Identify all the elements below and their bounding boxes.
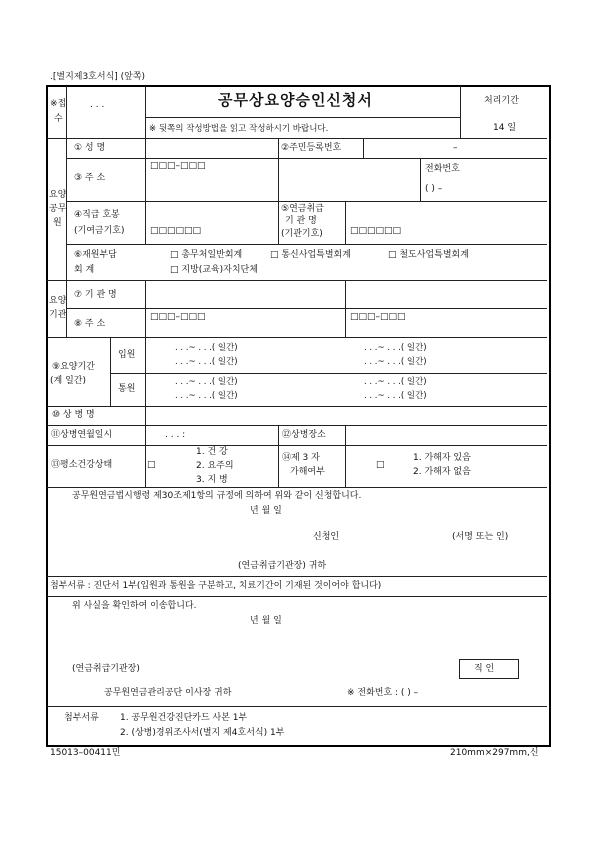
agency-code-field[interactable]: □□□□□□: [350, 226, 402, 236]
outpatient-range-2[interactable]: . . .~ . . .( 일간): [175, 391, 238, 401]
third-party-option-1: 1. 가해자 있음: [413, 453, 471, 463]
institution-section-label-2: 기관: [49, 310, 67, 320]
confirmation-phone[interactable]: ※ 전화번호 : ( ) –: [347, 688, 419, 698]
outpatient-range-3[interactable]: . . .~ . . .( 일간): [364, 377, 427, 387]
agency-label-2: 기 관 명: [285, 216, 317, 226]
agency-label-3: (기관기호): [281, 229, 323, 239]
third-party-label-2: 가해여부: [290, 467, 325, 477]
occurrence-date-field[interactable]: . . . :: [165, 430, 186, 440]
rrn-label: ②주민등록번호: [281, 143, 342, 153]
declaration-recipient: (연금취급기관장) 귀하: [238, 561, 327, 571]
injury-name-label: ⑩ 상 병 명: [52, 410, 95, 420]
form-reference: .[별지제3호서식] (앞쪽): [50, 72, 146, 82]
name-field[interactable]: [148, 140, 276, 156]
inpatient-range-2[interactable]: . . .~ . . .( 일간): [175, 357, 238, 367]
institution-address-field-2[interactable]: □□□–□□□: [350, 312, 406, 322]
health-option-1: 1. 건 강: [196, 447, 228, 457]
confirmation-agency: (연금취급기관장): [72, 664, 140, 674]
institution-address-field-1[interactable]: □□□–□□□: [150, 312, 206, 322]
period-label-1: ⑨요양기간: [52, 362, 95, 372]
applicant-sign-label: 신청인: [313, 532, 340, 542]
outpatient-range-1[interactable]: . . .~ . . .( 일간): [175, 377, 238, 387]
institution-section-label-1: 요양: [49, 296, 67, 306]
finance-option-telecom[interactable]: □ 통신사업특별회계: [270, 250, 351, 260]
third-party-option-2: 2. 가해자 없음: [413, 467, 471, 477]
health-option-2: 2. 요주의: [196, 461, 234, 471]
form-frame: [46, 85, 551, 747]
official-seal-label: 직 인: [474, 664, 495, 674]
address-field[interactable]: □□□–□□□: [150, 161, 206, 171]
footer-code: 15013–00411민: [50, 748, 121, 758]
declaration-text: 공무원연금법시행령 제30조제1항의 규정에 의하여 위와 같이 신청합니다.: [72, 491, 362, 501]
health-option-3: 3. 지 병: [196, 475, 228, 485]
inpatient-label: 입원: [118, 350, 136, 360]
finance-label-1: ⑥재원부담: [74, 250, 117, 260]
institution-name-label: ⑦ 기 관 명: [74, 290, 117, 300]
receipt-label-bottom: 수: [54, 114, 63, 124]
phone-label: 전화번호: [425, 164, 460, 174]
inpatient-range-4[interactable]: . . .~ . . .( 일간): [364, 357, 427, 367]
receipt-label-top: ※접: [50, 99, 67, 109]
outpatient-range-4[interactable]: . . .~ . . .( 일간): [364, 391, 427, 401]
outpatient-label: 통원: [118, 384, 136, 394]
attachment-2-item-2: 2. (상병)경위조사서(별지 제4호서식) 1부: [120, 728, 285, 738]
confirmation-date[interactable]: 년 월 일: [250, 616, 282, 626]
position-label: ④직급 호봉: [74, 210, 120, 220]
applicant-section-label-1: 요양: [49, 190, 67, 200]
agency-label-1: ⑤연금취급: [281, 204, 324, 214]
institution-address-label: ⑧ 주 소: [74, 319, 106, 329]
applicant-section-label-2: 공무: [49, 204, 67, 214]
inpatient-range-3[interactable]: . . .~ . . .( 일간): [364, 343, 427, 353]
occurrence-place-label: ⑫상병장소: [282, 430, 326, 440]
processing-value: 14 일: [493, 123, 517, 133]
receipt-dots: . . .: [90, 100, 105, 110]
health-label: ⑬평소건강상태: [51, 460, 113, 470]
page-title: 공무상요양승인신청서: [218, 91, 373, 109]
instruction-text: ※ 뒷쪽의 작성방법을 읽고 작성하시기 바랍니다.: [149, 124, 329, 134]
confirmation-text: 위 사실을 확인하여 이송합니다.: [72, 601, 197, 611]
period-label-2: (계 일간): [50, 376, 86, 386]
occurrence-date-label: ⑪상병연월일시: [51, 430, 113, 440]
third-party-label-1: ⑭제 3 자: [282, 453, 320, 463]
finance-label-2: 회 계: [74, 265, 95, 275]
phone-field[interactable]: ( ) –: [425, 184, 443, 194]
applicant-section-label-3: 원: [53, 218, 62, 228]
signature-field[interactable]: (서명 또는 인): [452, 532, 509, 542]
health-checkbox[interactable]: □: [147, 460, 156, 470]
inpatient-range-1[interactable]: . . .~ . . .( 일간): [175, 343, 238, 353]
footer-size: 210mm×297mm,신: [450, 748, 539, 758]
confirmation-recipient: 공무원연금관리공단 이사장 귀하: [104, 688, 232, 698]
address-label: ③ 주 소: [74, 173, 106, 183]
attachment-2-item-1: 1. 공무원건강진단카드 사본 1부: [120, 713, 248, 723]
processing-label: 처리기간: [484, 96, 519, 106]
finance-option-local[interactable]: □ 지방(교육)자치단체: [170, 265, 258, 275]
third-party-checkbox[interactable]: □: [376, 460, 385, 470]
position-sub-label: (기여금기호): [74, 226, 125, 236]
attachment-2-label: 첨부서류: [64, 713, 99, 723]
finance-option-railway[interactable]: □ 철도사업특별회계: [388, 250, 469, 260]
attachment-note: 첨부서류 : 진단서 1부(입원과 통원을 구분하고, 치료기간이 기재된 것이어야 합니다): [50, 581, 382, 591]
position-code-field[interactable]: □□□□□□: [150, 226, 202, 236]
declaration-date[interactable]: 년 월 일: [250, 506, 282, 516]
name-label: ① 성 명: [74, 143, 106, 153]
rrn-field[interactable]: –: [453, 143, 458, 153]
finance-option-general[interactable]: □ 총무처일반회계: [170, 250, 243, 260]
